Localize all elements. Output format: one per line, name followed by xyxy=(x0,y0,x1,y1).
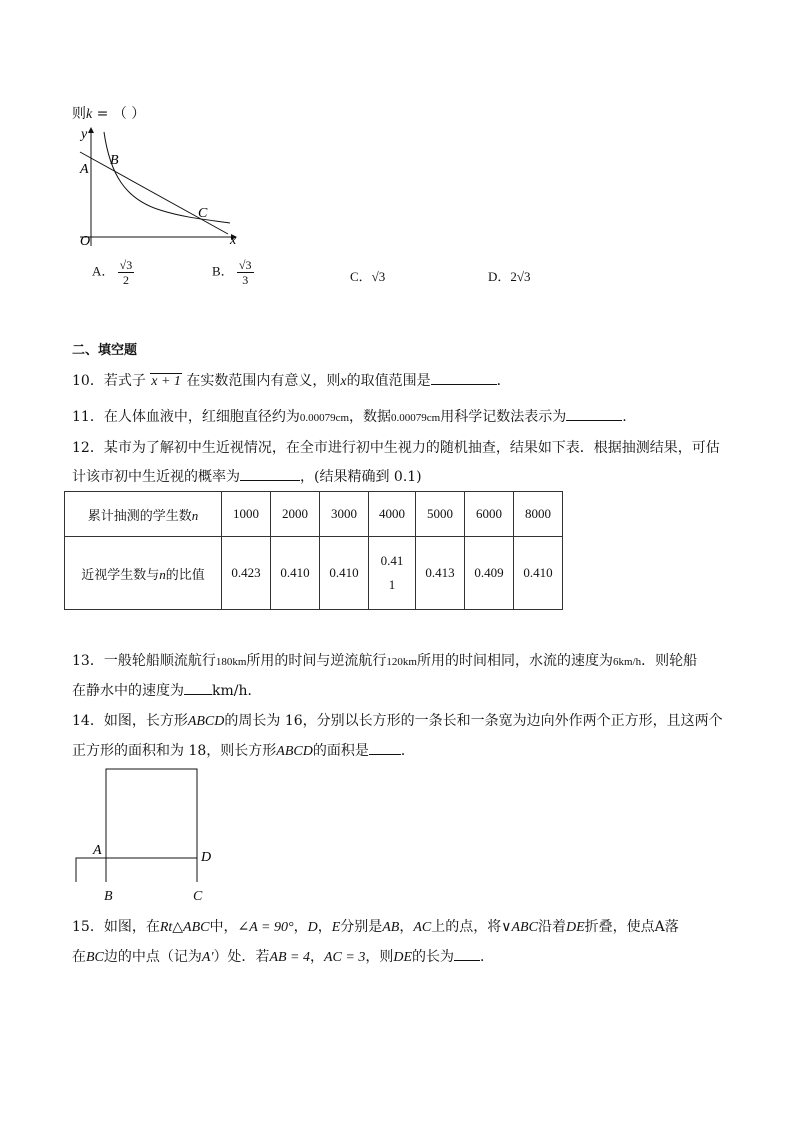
q12-line2: 计该市初中生近视的概率为 ，(结果精确到 0.1) xyxy=(72,469,422,485)
data-table xyxy=(64,491,563,610)
row1-label: 累计抽测的学生数n xyxy=(65,492,222,537)
q9-stem: 则k = （ ） xyxy=(72,106,146,122)
q15-line2: 在BC边的中点（记为A'）处．若AB = 4，AC = 3，则DE的长为 ． xyxy=(72,949,495,965)
answer-blank xyxy=(369,742,401,755)
label-y: y xyxy=(81,127,88,142)
option-b[interactable]: B． $\frac{√3}{3}$ xyxy=(212,258,252,287)
q14-line2: 正方形的面积和为 18，则长方形ABCD的面积是 ． xyxy=(72,743,415,759)
option-d[interactable]: D．2√3 xyxy=(488,269,531,284)
answer-blank xyxy=(240,468,300,481)
q9-graph xyxy=(70,124,250,250)
answer-blank xyxy=(184,682,212,695)
q13-line2: 在静水中的速度为 km/h． xyxy=(72,683,262,699)
label-c: C xyxy=(193,889,203,904)
q12-line1: 12．某市为了解初中生近视情况，在全市进行初中生视力的随机抽查，结果如下表．根据抽测结果，可估 xyxy=(72,440,720,456)
label-a: A xyxy=(93,843,102,858)
square-large xyxy=(106,769,197,858)
table-row: 近视学生数与n的比值 0.423 0.410 0.410 0.41 1 0.413 0.409 0.410 xyxy=(65,537,563,610)
table-row: 累计抽测的学生数n 1000 2000 3000 4000 5000 6000 8000 xyxy=(65,492,563,537)
answer-blank xyxy=(454,948,480,961)
label-b: B xyxy=(110,153,119,168)
label-b: B xyxy=(104,889,113,904)
q15-line1: 15．如图，在Rt△ABC中，∠A = 90°，D，E分别是AB，AC上的点，将∨ABC沿着DE折叠，使点A落 xyxy=(72,919,679,935)
q10: 10．若式子 x + 1 在实数范围内有意义，则x的取值范围是 ． xyxy=(72,373,511,389)
q14-figure xyxy=(70,764,220,882)
answer-blank xyxy=(566,408,622,421)
option-a[interactable]: A． $\frac{√3}{2}$ xyxy=(92,258,133,287)
q14-line1: 14．如图，长方形ABCD的周长为 16，分别以长方形的一条长和一条宽为边向外作两个正方形，且这两个 xyxy=(72,713,723,729)
label-o: O xyxy=(80,234,91,249)
label-d: D xyxy=(201,850,212,865)
straight-line xyxy=(80,152,228,234)
label-c: C xyxy=(198,206,208,221)
row2-label: 近视学生数与n的比值 xyxy=(65,537,222,610)
q11: 11．在人体血液中，红细胞直径约为0.00079cm，数据0.00079cm用科学记数法表示为 . xyxy=(72,409,627,425)
hyperbola-curve xyxy=(104,132,230,223)
square-small xyxy=(76,858,106,882)
q13-line1: 13．一般轮船顺流航行180km所用的时间与逆流航行120km所用的时间相同，水流的速度为6km/h．则轮船 xyxy=(72,653,698,669)
label-a: A xyxy=(80,162,89,177)
rectangle-abcd xyxy=(106,858,197,882)
answer-blank xyxy=(431,372,497,385)
label-x: x xyxy=(230,233,237,248)
option-c[interactable]: C．√3 xyxy=(350,269,386,284)
section-title: 二、填空题 xyxy=(72,343,138,358)
